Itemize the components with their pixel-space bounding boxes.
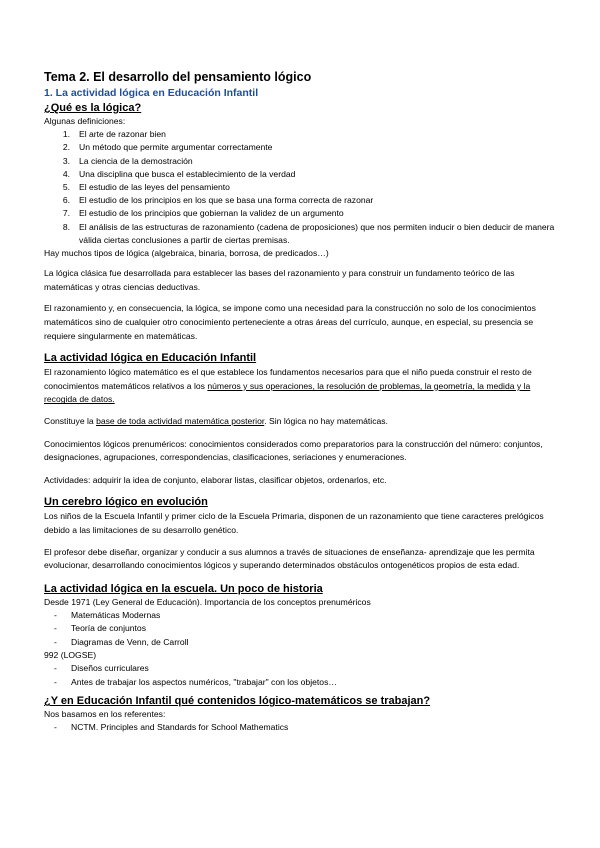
paragraph-profesor: El profesor debe diseñar, organizar y conducir a sus alumnos a través de situaciones de enseñanza- aprendizaje que les permita evolucionar, desarrollando conocimientos lógicos y superando determinados obstáculos ontogenéticos propios de esta edad. bbox=[44, 546, 535, 571]
definition-number: 4. bbox=[62, 168, 70, 179]
referentes-list bbox=[44, 721, 564, 734]
list-item bbox=[44, 676, 564, 689]
text-segment: Constituye la bbox=[44, 415, 97, 426]
list-item bbox=[44, 622, 564, 635]
list-item-text: Diseños curriculares bbox=[71, 663, 149, 674]
heading-contenidos: ¿Y en Educación Infantil qué contenidos lógico-matemáticos se trabajan? bbox=[44, 695, 431, 708]
paragraph-razonamiento: El razonamiento y, en consecuencia, la lógica, se impone como una necesidad para la construcción no solo de los conocimientos matemáticos sino de cualquier otro conocimiento perteneciente a otras áreas del currículo, aunque, en especial, su presencia se requiere singularmente en matemáticas. bbox=[44, 303, 536, 341]
paragraph-logica-clasica: La lógica clásica fue desarrollada para establecer las bases del razonamiento y para construir un fundamento teórico de las matemáticas y otras ciencias deductivas. bbox=[44, 268, 515, 292]
definition-item bbox=[44, 168, 564, 181]
definition-text: Una disciplina que busca el establecimiento de la verdad bbox=[79, 168, 296, 179]
paragraph-actividades: Actividades: adquirir la idea de conjunto, elaborar listas, clasificar objetos, ordenarlos, etc. bbox=[44, 474, 387, 485]
definition-number: 2. bbox=[62, 142, 70, 153]
definition-item bbox=[44, 128, 564, 141]
referentes-intro: Nos basamos en los referentes: bbox=[44, 709, 166, 720]
definition-text: El estudio de las leyes del pensamiento bbox=[79, 182, 230, 193]
heading-historia: La actividad lógica en la escuela. Un poco de historia bbox=[44, 582, 323, 595]
logic-types: Hay muchos tipos de lógica (algebraica, binaria, borrosa, de predicados…) bbox=[44, 248, 329, 259]
definition-item bbox=[44, 181, 564, 194]
definition-number: 6. bbox=[62, 195, 70, 206]
definition-number: 1. bbox=[62, 129, 70, 140]
document-title: Tema 2. El desarrollo del pensamiento lógico bbox=[44, 70, 312, 84]
definition-number: 3. bbox=[62, 155, 70, 166]
definition-text: El estudio de los principios que gobiernan la validez de un argumento bbox=[79, 208, 344, 219]
dash-bullet: - bbox=[54, 609, 57, 620]
dash-bullet: - bbox=[54, 623, 57, 634]
definition-text: Un método que permite argumentar correctamente bbox=[79, 142, 273, 153]
list-item bbox=[44, 662, 564, 675]
list-item bbox=[44, 609, 564, 622]
underlined-text: base de toda actividad matemática posterior bbox=[96, 415, 265, 426]
definition-item bbox=[44, 221, 564, 247]
definition-item bbox=[44, 194, 564, 207]
definition-text: El análisis de las estructuras de razonamiento (cadena de proposiciones) que nos permiten inducir o bien deducir de manera válida ciertas conclusiones a partir de ciertas premisas. bbox=[79, 221, 555, 245]
text-segment: . Sin lógica no hay matemáticas. bbox=[264, 415, 388, 426]
dash-bullet: - bbox=[54, 722, 57, 733]
definition-number: 5. bbox=[62, 182, 70, 193]
list-item bbox=[44, 721, 564, 734]
document-page bbox=[44, 70, 564, 735]
definition-item bbox=[44, 207, 564, 220]
heading-actividad-logica: La actividad lógica en Educación Infantil bbox=[44, 352, 257, 365]
dash-bullet: - bbox=[54, 636, 57, 647]
underlined-text: números y sus operaciones, la resolución de problemas, la geometría, la medida y la recogida de datos. bbox=[44, 380, 531, 405]
definition-item bbox=[44, 141, 564, 154]
heading-cerebro-logico: Un cerebro lógico en evolución bbox=[44, 496, 208, 509]
list-item-text: Teoría de conjuntos bbox=[71, 623, 147, 634]
history-list-logse bbox=[44, 662, 564, 689]
definition-text: El estudio de los principios en los que se basa una forma correcta de razonar bbox=[79, 195, 374, 206]
dash-bullet: - bbox=[54, 663, 57, 674]
paragraph-constituye bbox=[44, 415, 564, 429]
definition-number: 7. bbox=[62, 208, 70, 219]
definitions-intro: Algunas definiciones: bbox=[44, 116, 126, 126]
history-list-1971 bbox=[44, 609, 564, 649]
text-segment: El razonamiento lógico matemático es el que establece los fundamentos necesarios para que el niño pueda construir el resto de conocimientos matemáticos relativos a los bbox=[44, 367, 532, 391]
paragraph-razonamiento-logico bbox=[44, 366, 564, 407]
definition-number: 8. bbox=[62, 221, 70, 232]
definition-item bbox=[44, 155, 564, 168]
section-subtitle: 1. La actividad lógica en Educación Infantil bbox=[44, 87, 259, 99]
list-item-text: NCTM. Principles and Standards for School Mathematics bbox=[71, 722, 289, 733]
list-item bbox=[44, 636, 564, 649]
dash-bullet: - bbox=[54, 676, 57, 687]
definitions-list bbox=[44, 128, 564, 247]
definition-text: El arte de razonar bien bbox=[79, 129, 166, 140]
list-item-text: Antes de trabajar los aspectos numéricos, "trabajar" con los objetos… bbox=[71, 676, 337, 687]
list-item-text: Diagramas de Venn, de Carroll bbox=[71, 636, 189, 647]
paragraph-ninos: Los niños de la Escuela Infantil y primer ciclo de la Escuela Primaria, disponen de un razonamiento que tiene caracteres prelógicos debido a las limitaciones de su desarrollo genético. bbox=[44, 511, 544, 535]
list-item-text: Matemáticas Modernas bbox=[71, 609, 161, 620]
history-line-logse: 992 (LOGSE) bbox=[44, 650, 97, 661]
history-line-1971: Desde 1971 (Ley General de Educación). Importancia de los conceptos prenuméricos bbox=[44, 596, 371, 607]
definition-text: La ciencia de la demostración bbox=[79, 155, 193, 166]
paragraph-prenumericos: Conocimientos lógicos prenuméricos: conocimientos considerados como preparatorios para la construcción del número: conjuntos, designaciones, agrupaciones, correspondencias, clasificaciones, seriaciones y enumeraciones. bbox=[44, 438, 543, 463]
heading-que-es-la-logica: ¿Qué es la lógica? bbox=[44, 102, 142, 114]
